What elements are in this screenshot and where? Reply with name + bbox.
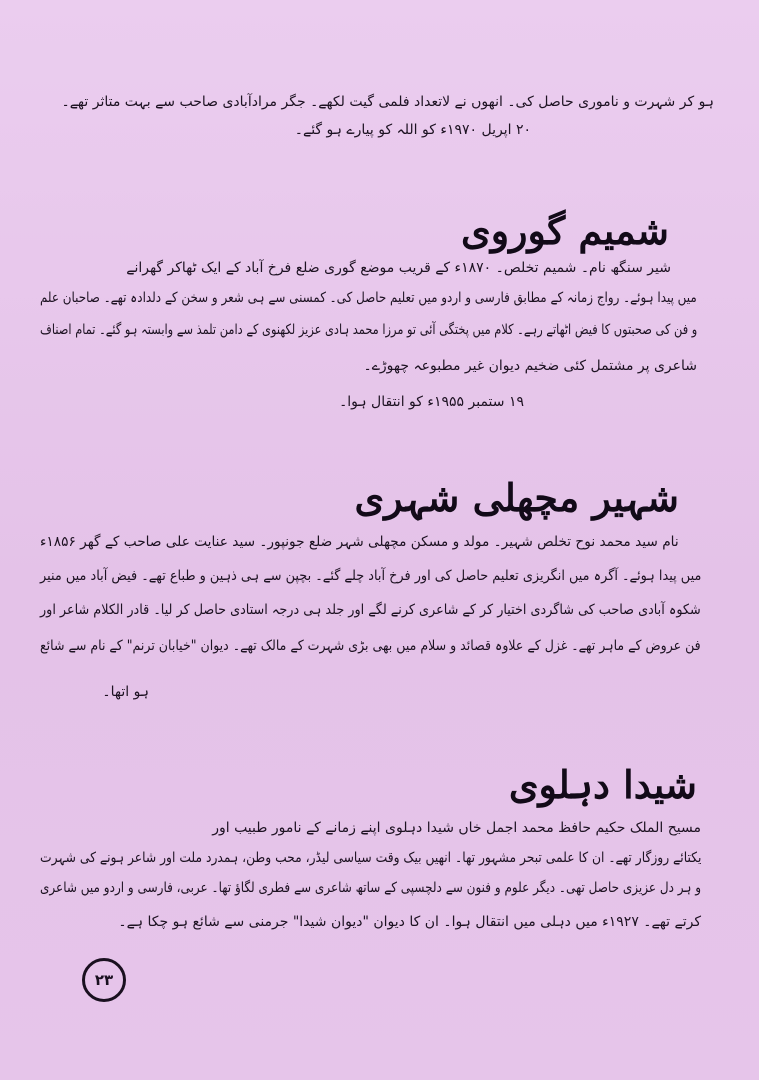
entry-3-line-1: مسیح الملک حکیم حافظ محمد اجمل خاں شیدا دہلوی اپنے زمانے کے نامور طبیب اور: [212, 820, 701, 836]
entry-heading-shaida: شیدا دہلوی: [508, 762, 697, 807]
entry-heading-shaheer: شہیر مچھلی شہری: [354, 475, 679, 520]
entry-1-line-5: ۱۹ ستمبر ۱۹۵۵ء کو انتقال ہوا۔: [339, 394, 524, 410]
top-line-2: ۲۰ اپریل ۱۹۷۰ء کو اللہ کو پیارے ہو گئے۔: [294, 122, 531, 138]
entry-2-line-1: نام سید محمد نوح تخلص شہیر۔ مولد و مسکن مچھلی شہر ضلع جونپور۔ سید عنایت علی صاحب کے گھر ۱۸۵۶ء: [40, 534, 680, 550]
entry-1-line-2: میں پیدا ہوئے۔ رواج زمانہ کے مطابق فارسی و اردو میں تعلیم حاصل کی۔ کمسنی سے ہی شعر و سخن کے دلدادہ تھے۔ صاحبان علم: [40, 290, 697, 306]
entry-2-line-2: میں پیدا ہوئے۔ آگرہ میں انگریزی تعلیم حاصل کی اور فرخ آباد چلے گئے۔ بچپن سے ہی ذہین و طباع تھے۔ فیض آباد میں منیر: [39, 568, 701, 584]
top-line-1: ہو کر شہرت و ناموری حاصل کی۔ انھوں نے لاتعداد فلمی گیت لکھے۔ جگر مرادآبادی صاحب سے بہت متاثر تھے۔: [61, 94, 714, 110]
entry-3-line-4: کرتے تھے۔ ۱۹۲۷ء میں دہلی میں انتقال ہوا۔ ان کا دیوان "دیوان شیدا" جرمنی سے شائع ہو چکا ہے۔: [118, 914, 701, 930]
entry-1-line-4: شاعری پر مشتمل کئی ضخیم دیوان غیر مطبوعہ چھوڑے۔: [363, 358, 697, 374]
entry-1-line-3: و فن کی صحبتوں کا فیض اٹھاتے رہے۔ کلام میں پختگی آئی تو مرزا محمد ہادی عزیز لکھنوی کے دامن تلمذ سے وابستہ ہو گئے۔ تمام اصناف: [39, 322, 697, 338]
entry-2-line-4: فن عروض کے ماہر تھے۔ غزل کے علاوہ قصائد و سلام میں بھی بڑی شہرت کے مالک تھے۔ دیوان "خیابان ترنم" کے نام سے شائع: [40, 638, 701, 654]
page-number: ۲۳: [82, 958, 126, 1002]
entry-1-line-1: شیر سنگھ نام۔ شمیم تخلص۔ ۱۸۷۰ء کے قریب موضع گوری ضلع فرخ آباد کے ایک ٹھاکر گھرانے: [126, 260, 671, 276]
entry-3-line-2: یکتائے روزگار تھے۔ ان کا علمی تبحر مشہور تھا۔ انھیں بیک وقت سیاسی لیڈر، محب وطن، ہمدرد ملت اور شاعر ہونے کی شہرت: [39, 850, 701, 866]
entry-2-line-5: ہو اتھا۔: [102, 684, 149, 700]
entry-heading-shamim: شمیم گوروی: [461, 208, 669, 253]
entry-3-line-3: و ہر دل عزیزی حاصل تھی۔ دیگر علوم و فنون سے دلچسپی کے ساتھ شاعری سے فطری لگاؤ تھا۔ عربی، فارسی و اردو میں شاعری: [39, 880, 701, 896]
entry-2-line-3: شکوہ آبادی صاحب کی شاگردی اختیار کر کے شاعری کرنے لگے اور جلد ہی درجہ استادی حاصل کر لیا۔ قادر الکلام شاعر اور: [40, 602, 701, 618]
